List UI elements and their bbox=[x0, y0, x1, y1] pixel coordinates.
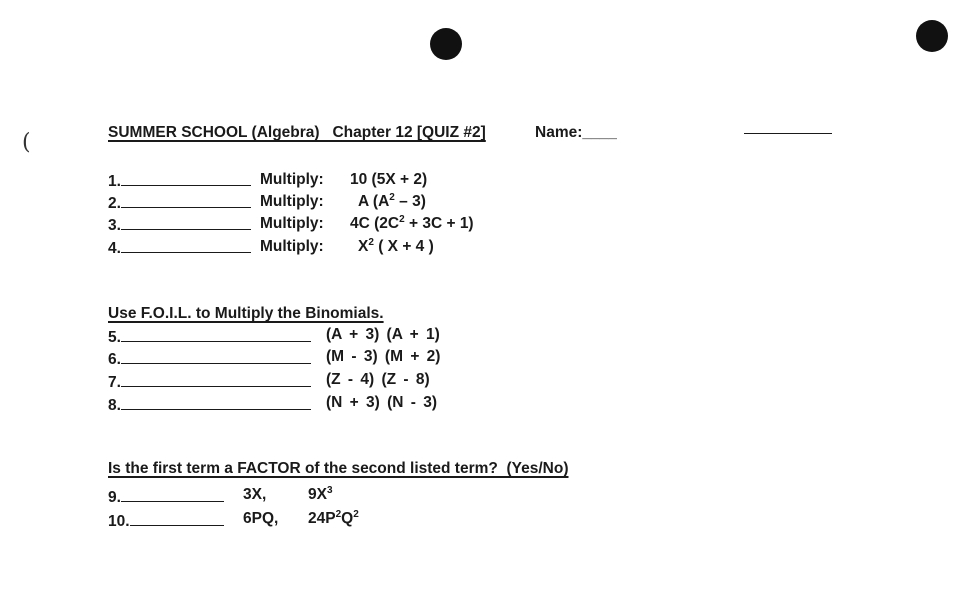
question-1 bbox=[108, 171, 251, 191]
question-6 bbox=[108, 349, 311, 369]
expression-part: A (A bbox=[358, 193, 390, 210]
exponent: 2 bbox=[353, 508, 359, 520]
question-label: Multiply: bbox=[260, 238, 324, 255]
exponent: 2 bbox=[399, 213, 405, 225]
answer-blank[interactable] bbox=[121, 215, 251, 230]
question-expression: (M - 3) (M + 2) bbox=[326, 348, 441, 365]
question-number: 3. bbox=[108, 217, 121, 234]
second-term bbox=[308, 486, 333, 504]
name-line bbox=[744, 133, 832, 134]
question-number: 8. bbox=[108, 397, 121, 414]
question-expression bbox=[358, 193, 426, 211]
expression-part: X bbox=[358, 238, 369, 255]
question-number: 4. bbox=[108, 240, 121, 257]
answer-blank[interactable] bbox=[121, 193, 251, 208]
question-3 bbox=[108, 215, 251, 235]
question-number: 9. bbox=[108, 489, 121, 506]
question-number: 1. bbox=[108, 173, 121, 190]
question-label: Multiply: bbox=[260, 193, 324, 210]
question-expression bbox=[358, 238, 434, 256]
exponent: 3 bbox=[326, 484, 333, 496]
term-part: Q bbox=[341, 510, 354, 527]
expression-part: – 3) bbox=[394, 193, 426, 210]
question-2 bbox=[108, 193, 251, 213]
margin-mark: ( bbox=[22, 130, 31, 155]
question-10 bbox=[108, 511, 224, 531]
quiz-title bbox=[108, 124, 486, 142]
question-number: 5. bbox=[108, 329, 121, 346]
answer-blank[interactable] bbox=[121, 395, 311, 410]
answer-blank[interactable] bbox=[130, 511, 224, 526]
question-expression: (Z - 4) (Z - 8) bbox=[326, 371, 430, 388]
question-8 bbox=[108, 395, 311, 415]
second-term bbox=[308, 510, 359, 528]
question-number: 7. bbox=[108, 374, 121, 391]
question-number: 10. bbox=[108, 513, 130, 530]
question-expression bbox=[350, 215, 474, 233]
expression-part: + 3C + 1) bbox=[404, 215, 474, 232]
question-number: 6. bbox=[108, 351, 121, 368]
first-term: 6PQ, bbox=[243, 510, 279, 527]
question-expression: (N + 3) (N - 3) bbox=[326, 394, 438, 411]
exponent: 2 bbox=[335, 508, 342, 520]
expression-part: ( X + 4 ) bbox=[373, 238, 434, 255]
expression-part: 4C (2C bbox=[350, 215, 400, 232]
section-heading: Use F.O.I.L. to Multiply the Binomials. bbox=[108, 305, 384, 322]
exponent: 2 bbox=[389, 191, 395, 203]
question-label: Multiply: bbox=[260, 171, 324, 188]
question-9 bbox=[108, 487, 224, 507]
answer-blank[interactable] bbox=[121, 238, 251, 253]
answer-blank[interactable] bbox=[121, 372, 311, 387]
question-7 bbox=[108, 372, 311, 392]
quiz-title-text: SUMMER SCHOOL (Algebra) Chapter 12 [QUIZ #2] bbox=[108, 124, 486, 141]
answer-blank[interactable] bbox=[121, 349, 311, 364]
question-expression: (A + 3) (A + 1) bbox=[326, 326, 440, 343]
section-heading: Is the first term a FACTOR of the second listed term? (Yes/No) bbox=[108, 460, 569, 477]
punch-hole-right bbox=[916, 20, 948, 52]
answer-blank[interactable] bbox=[121, 171, 251, 186]
term-part: 24P bbox=[308, 510, 336, 527]
first-term: 3X, bbox=[243, 486, 267, 503]
answer-blank[interactable] bbox=[121, 487, 224, 502]
exponent: 2 bbox=[368, 236, 374, 248]
name-label: Name:____ bbox=[535, 124, 617, 141]
question-5 bbox=[108, 327, 311, 347]
term-part: 9X bbox=[308, 486, 327, 503]
punch-hole-left bbox=[430, 28, 462, 60]
question-expression: 10 (5X + 2) bbox=[350, 171, 428, 188]
question-number: 2. bbox=[108, 195, 121, 212]
question-label: Multiply: bbox=[260, 215, 324, 232]
question-4 bbox=[108, 238, 251, 258]
answer-blank[interactable] bbox=[121, 327, 311, 342]
